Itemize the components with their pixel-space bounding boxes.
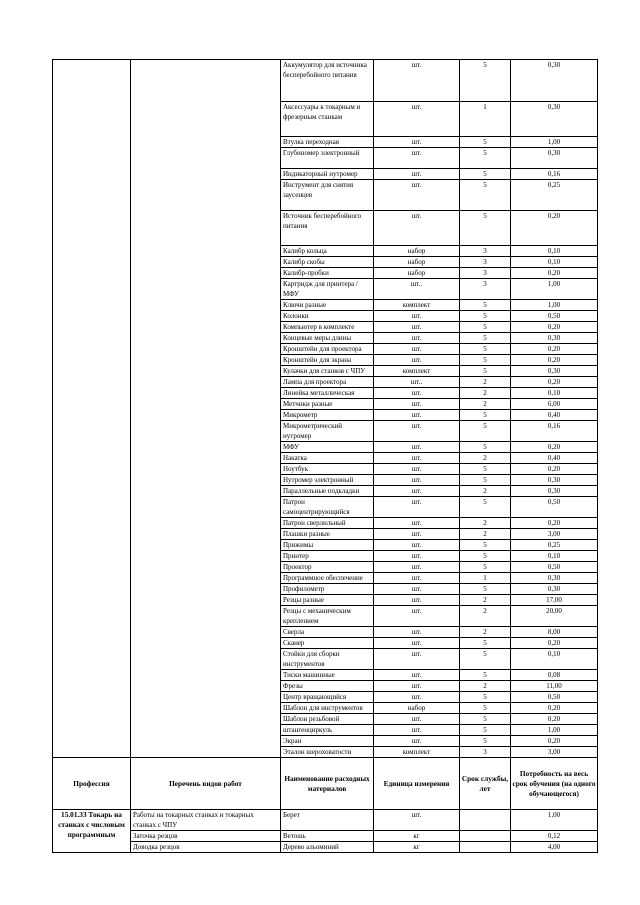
life-cell: 3 [460, 257, 511, 268]
life-cell: 5 [460, 410, 511, 421]
unit-cell: набор [374, 703, 460, 714]
need-cell: 0,20 [511, 344, 598, 355]
material-name: Патрон самоцентрирующийся [281, 497, 374, 518]
life-cell: 5 [460, 442, 511, 453]
life-cell: 5 [460, 551, 511, 562]
unit-cell: шт.. [374, 279, 460, 300]
need-cell: 0,50 [511, 497, 598, 518]
unit-cell: шт. [374, 148, 460, 169]
life-cell: 5 [460, 60, 511, 102]
unit-cell: шт. [374, 453, 460, 464]
need-cell: 0,20 [511, 268, 598, 279]
life-cell: 5 [460, 649, 511, 670]
life-cell: 5 [460, 670, 511, 681]
life-cell: 1 [460, 573, 511, 584]
need-cell: 1,00 [511, 300, 598, 311]
life-cell: 5 [460, 703, 511, 714]
unit-cell: набор [374, 257, 460, 268]
need-cell: 0,12 [511, 831, 598, 842]
material-name: Компьютер в комплекте [281, 322, 374, 333]
table-row [53, 810, 598, 831]
unit-cell: шт. [374, 692, 460, 703]
unit-cell: шт. [374, 638, 460, 649]
life-cell: 5 [460, 300, 511, 311]
works-cell-empty [131, 60, 281, 758]
equipment-table-body [53, 60, 598, 853]
material-name: Эталон шероховатости [281, 747, 374, 758]
material-name: Экран [281, 736, 374, 747]
need-cell: 0,10 [511, 551, 598, 562]
life-cell: 2 [460, 486, 511, 497]
unit-cell: шт. [374, 627, 460, 638]
life-cell: 2 [460, 627, 511, 638]
material-name: Калибр скобы [281, 257, 374, 268]
material-name: Ноутбук [281, 464, 374, 475]
material-name: Калибр кольца [281, 246, 374, 257]
need-cell: 0,20 [511, 377, 598, 388]
equipment-table [52, 59, 598, 853]
need-cell: 0,40 [511, 410, 598, 421]
unit-cell: шт. [374, 169, 460, 180]
work-cell: Работы на токарных станках и токарных станках с ЧПУ [131, 810, 281, 831]
need-cell: 0,20 [511, 464, 598, 475]
material-name: Кронштейн для проектора [281, 344, 374, 355]
material-name: Сверла [281, 627, 374, 638]
life-cell: 2 [460, 399, 511, 410]
life-cell [460, 842, 511, 853]
need-cell: 0,30 [511, 333, 598, 344]
life-cell: 5 [460, 540, 511, 551]
unit-cell: шт. [374, 606, 460, 627]
work-cell: Заточка резцов [131, 831, 281, 842]
need-cell: 0,20 [511, 211, 598, 246]
unit-cell: шт. [374, 442, 460, 453]
material-name: Аксессуары к токарным и фрезерным станкам [281, 102, 374, 137]
profession-cell: 15.01.33 Токарь на станках с числовым программным [53, 810, 131, 853]
unit-cell: шт. [374, 311, 460, 322]
life-cell [460, 831, 511, 842]
need-cell: 0,40 [511, 453, 598, 464]
need-cell: 0,10 [511, 649, 598, 670]
need-cell: 0,08 [511, 670, 598, 681]
material-name: Резцы разные [281, 595, 374, 606]
material-name: Стойки для сборки инструментов [281, 649, 374, 670]
unit-cell: шт. [374, 725, 460, 736]
need-cell: 8,00 [511, 627, 598, 638]
life-cell: 5 [460, 169, 511, 180]
material-name: Сканер [281, 638, 374, 649]
material-name: Ветошь [281, 831, 374, 842]
unit-cell: шт. [374, 736, 460, 747]
life-cell: 2 [460, 681, 511, 692]
need-cell: 0,30 [511, 60, 598, 102]
unit-cell: шт. [374, 180, 460, 211]
material-name: Источник бесперебойного питания [281, 211, 374, 246]
unit-cell: шт. [374, 529, 460, 540]
material-name: штангенциркуль [281, 725, 374, 736]
profession-cell-empty [53, 60, 131, 758]
life-cell: 3 [460, 268, 511, 279]
life-cell: 5 [460, 137, 511, 148]
table-header-row [53, 758, 598, 810]
life-cell: 5 [460, 355, 511, 366]
unit-cell: шт. [374, 399, 460, 410]
need-cell: 0,25 [511, 180, 598, 211]
unit-cell: кг [374, 842, 460, 853]
need-cell: 0,50 [511, 692, 598, 703]
life-cell: 2 [460, 453, 511, 464]
material-name: Центр вращающийся [281, 692, 374, 703]
life-cell: 5 [460, 344, 511, 355]
life-cell: 2 [460, 606, 511, 627]
unit-cell: шт. [374, 486, 460, 497]
unit-cell: шт. [374, 344, 460, 355]
unit-cell: шт. [374, 810, 460, 831]
need-cell: 17,00 [511, 595, 598, 606]
life-cell: 5 [460, 584, 511, 595]
life-cell: 5 [460, 180, 511, 211]
life-cell: 5 [460, 714, 511, 725]
need-cell: 0,50 [511, 562, 598, 573]
unit-cell: шт. [374, 355, 460, 366]
life-cell: 2 [460, 529, 511, 540]
need-cell: 0,25 [511, 540, 598, 551]
unit-cell: комплект [374, 366, 460, 377]
material-name: Инструмент для снятия заусенцев [281, 180, 374, 211]
need-cell: 6,00 [511, 399, 598, 410]
unit-cell: шт. [374, 540, 460, 551]
material-name: Резцы с механическим креплением [281, 606, 374, 627]
material-name: Тиски машинные [281, 670, 374, 681]
material-name: Колонки [281, 311, 374, 322]
unit-cell: шт. [374, 681, 460, 692]
material-name: Фрезы [281, 681, 374, 692]
need-cell: 0,30 [511, 102, 598, 137]
life-cell: 5 [460, 562, 511, 573]
life-cell: 5 [460, 475, 511, 486]
life-cell: 5 [460, 322, 511, 333]
life-cell: 2 [460, 388, 511, 399]
table-row [53, 60, 598, 102]
unit-cell: шт. [374, 102, 460, 137]
material-name: Шаблон для инструментов [281, 703, 374, 714]
life-cell: 5 [460, 148, 511, 169]
need-cell: 0,30 [511, 584, 598, 595]
material-name: Накатка [281, 453, 374, 464]
material-name: Глубиномер электронный [281, 148, 374, 169]
unit-cell: набор [374, 246, 460, 257]
material-name: Калибр-пробки [281, 268, 374, 279]
need-cell: 0,16 [511, 169, 598, 180]
need-cell: 4,00 [511, 842, 598, 853]
life-cell: 5 [460, 464, 511, 475]
life-cell: 5 [460, 725, 511, 736]
material-name: Ключи разные [281, 300, 374, 311]
unit-cell: шт. [374, 388, 460, 399]
table-row [53, 831, 598, 842]
material-name: Кулачки для станков с ЧПУ [281, 366, 374, 377]
need-cell: 0,30 [511, 475, 598, 486]
need-cell: 0,20 [511, 518, 598, 529]
need-cell: 0,10 [511, 388, 598, 399]
unit-cell: шт. [374, 562, 460, 573]
work-cell: Доводка резцов [131, 842, 281, 853]
material-name: Патрон сверлильный [281, 518, 374, 529]
unit-cell: шт. [374, 211, 460, 246]
life-cell: 5 [460, 736, 511, 747]
unit-cell: шт. [374, 333, 460, 344]
material-name: Микрометр [281, 410, 374, 421]
need-cell: 0,20 [511, 442, 598, 453]
life-cell: 2 [460, 377, 511, 388]
life-cell: 3 [460, 279, 511, 300]
unit-cell: шт. [374, 60, 460, 102]
need-cell: 0,30 [511, 148, 598, 169]
life-cell: 3 [460, 246, 511, 257]
unit-cell: шт. [374, 421, 460, 442]
material-name: Лампа для проектора [281, 377, 374, 388]
life-cell: 2 [460, 595, 511, 606]
life-cell: 5 [460, 421, 511, 442]
need-cell: 0,50 [511, 311, 598, 322]
life-cell: 5 [460, 366, 511, 377]
need-cell: 0,20 [511, 736, 598, 747]
need-cell: 1,00 [511, 137, 598, 148]
header-need: Потребность на весь срок обучения (на одного обучающегося) [511, 758, 598, 810]
unit-cell: шт.. [374, 377, 460, 388]
header-profession: Профессия [53, 758, 131, 810]
life-cell: 3 [460, 747, 511, 758]
table-row [53, 842, 598, 853]
unit-cell: шт. [374, 464, 460, 475]
material-name: Прижимы [281, 540, 374, 551]
need-cell: 0,30 [511, 573, 598, 584]
material-name: Профилометр [281, 584, 374, 595]
material-name: МФУ [281, 442, 374, 453]
need-cell: 0,20 [511, 355, 598, 366]
need-cell: 0,10 [511, 257, 598, 268]
material-name: Параллельные подкладки [281, 486, 374, 497]
unit-cell: шт. [374, 475, 460, 486]
material-name: Проектор [281, 562, 374, 573]
material-name: Аккумулятор для источника бесперебойного питания [281, 60, 374, 102]
life-cell: 5 [460, 692, 511, 703]
life-cell: 2 [460, 518, 511, 529]
unit-cell: шт. [374, 322, 460, 333]
unit-cell: шт. [374, 410, 460, 421]
unit-cell: шт. [374, 670, 460, 681]
need-cell: 3,00 [511, 747, 598, 758]
life-cell: 5 [460, 311, 511, 322]
life-cell: 5 [460, 333, 511, 344]
material-name: Дерево альоминий [281, 842, 374, 853]
need-cell: 20,00 [511, 606, 598, 627]
need-cell: 1,00 [511, 725, 598, 736]
need-cell: 11,00 [511, 681, 598, 692]
material-name: Принтер [281, 551, 374, 562]
unit-cell: шт. [374, 595, 460, 606]
unit-cell: шт. [374, 649, 460, 670]
unit-cell: шт. [374, 573, 460, 584]
need-cell: 0,30 [511, 366, 598, 377]
material-name: Шаблон резьбовой [281, 714, 374, 725]
material-name: Линейка металлическая [281, 388, 374, 399]
need-cell: 0,20 [511, 638, 598, 649]
unit-cell: набор [374, 268, 460, 279]
need-cell: 0,20 [511, 714, 598, 725]
unit-cell: комплект [374, 747, 460, 758]
material-name: Программное обеспечение [281, 573, 374, 584]
unit-cell: комплект [374, 300, 460, 311]
material-name: Концевые меры длины [281, 333, 374, 344]
need-cell: 0,20 [511, 703, 598, 714]
need-cell: 0,10 [511, 246, 598, 257]
material-name: Берет [281, 810, 374, 831]
need-cell: 0,30 [511, 486, 598, 497]
unit-cell: шт. [374, 551, 460, 562]
unit-cell: шт. [374, 714, 460, 725]
header-material: Наименование расходных материалов [281, 758, 374, 810]
life-cell [460, 810, 511, 831]
unit-cell: шт. [374, 137, 460, 148]
material-name: Кронштейн для экрана [281, 355, 374, 366]
header-works: Перечень видов работ [131, 758, 281, 810]
life-cell: 1 [460, 102, 511, 137]
life-cell: 5 [460, 638, 511, 649]
material-name: Втулка переходная [281, 137, 374, 148]
material-name: Плашки разные [281, 529, 374, 540]
need-cell: 3,00 [511, 529, 598, 540]
material-name: Нутромер электронный [281, 475, 374, 486]
unit-cell: шт. [374, 518, 460, 529]
material-name: Метчики разные [281, 399, 374, 410]
header-unit: Единица измерения [374, 758, 460, 810]
life-cell: 5 [460, 497, 511, 518]
material-name: Картридж для принтера /МФУ [281, 279, 374, 300]
unit-cell: шт. [374, 584, 460, 595]
unit-cell: шт. [374, 497, 460, 518]
unit-cell: кг [374, 831, 460, 842]
need-cell: 1,00 [511, 279, 598, 300]
need-cell: 0,20 [511, 322, 598, 333]
life-cell: 5 [460, 211, 511, 246]
need-cell: 0,16 [511, 421, 598, 442]
need-cell: 1,00 [511, 810, 598, 831]
header-life: Срок службы, лет [460, 758, 511, 810]
material-name: Микрометрический нутромер [281, 421, 374, 442]
material-name: Индикаторный нутромер [281, 169, 374, 180]
